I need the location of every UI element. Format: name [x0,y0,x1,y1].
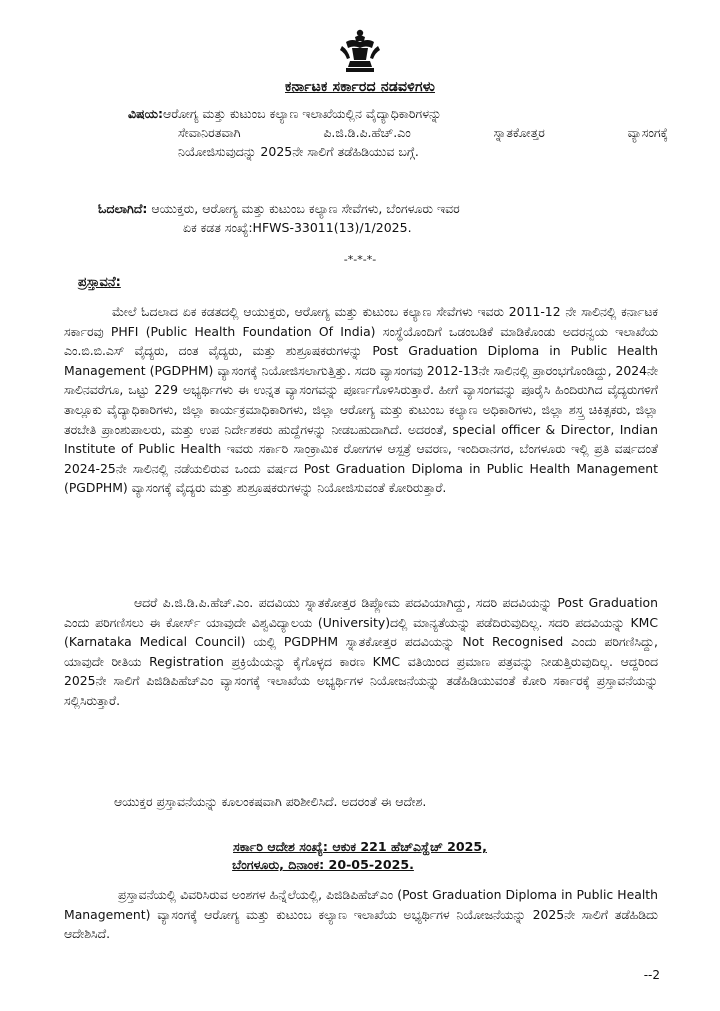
subject-line-2 [128,123,668,142]
preamble-title: ಪ್ರಸ್ತಾವನೆ: [78,275,121,290]
reference-line-2: ಏಕ ಕಡತ ಸಂಖ್ಯೆ:HFWS-33011(13)/1/2025. [183,220,412,235]
gandaberunda-emblem-icon [338,28,382,74]
subject-line-3: ನಿಯೋಜಿಸುವುದನ್ನು 2025ನೇ ಸಾಲಿಗೆ ತಡೆಹಿಡಿಯುವ ಬಗ್ಗೆ. [178,144,419,159]
document-header-title: ಕರ್ನಾಟಕ ಸರ್ಕಾರದ ನಡವಳಿಗಳು [285,79,435,95]
page-number: --2 [643,968,660,982]
preamble-paragraph-2: ಆದರೆ ಪಿ.ಜಿ.ಡಿ.ಪಿ.ಹೆಚ್.ಎಂ. ಪದವಿಯು ಸ್ನಾತಕೋತ್ತರ ಡಿಪ್ಲೋಮ ಪದವಿಯಾಗಿದ್ದು, ಸದರಿ ಪದವಿಯನ್ನು Post Graduation ಎಂದು ಪರಿಗಣಿಸಲು ಈ ಕೋರ್ಸ್ ಯಾವುದೇ ವಿಶ್ವವಿದ್ಯಾಲಯ (University)ದಲ್ಲಿ ಮಾನ್ಯತೆಯನ್ನು ಪಡೆದಿರುವುದಿಲ್ಲ. ಸದರಿ ಪದವಿಯನ್ನು KMC (Karnataka Medical Council) ಯಲ್ಲಿ PGDPHM ಸ್ನಾತಕೋತ್ತರ ಪದವಿಯನ್ನು Not Recognised ಎಂದು ಪರಿಗಣಿಸಿದ್ದು, ಯಾವುದೇ ರೀತಿಯ Registration ಪ್ರಕ್ರಿಯೆಯನ್ನು ಕೈಗೊಳ್ಳದ ಕಾರಣ KMC ವತಿಯಿಂದ ಪ್ರಮಾಣ ಪತ್ರವನ್ನು ನೀಡುತ್ತಿರುವುದಿಲ್ಲ. ಆದ್ದರಿಂದ 2025ನೇ ಸಾಲಿಗೆ ಪಿಜಿಡಿಪಿಹೆಚ್ಎಂ ವ್ಯಾಸಂಗಕ್ಕೆ ಇಲಾಖೆಯ ಅಭ್ಯರ್ಥಿಗಳ ನಿಯೋಜನೆಯನ್ನು ತಡೆಹಿಡಿಯುವಂತೆ ಕೋರಿ ಸರ್ಕಾರಕ್ಕೆ ಪ್ರಸ್ತಾವನೆಯನ್ನು ಸಲ್ಲಿಸಿರುತ್ತಾರೆ. [64,595,658,708]
reference-section [98,199,658,237]
government-order-date: ಬೆಂಗಳೂರು, ದಿನಾಂಕ: 20-05-2025. [232,857,414,872]
subject-line-2-word: ಸೇವಾನಿರತವಾಗಿ [178,125,241,140]
reference-line-1: ಆಯುಕ್ತರು, ಆರೋಗ್ಯ ಮತ್ತು ಕುಟುಂಬ ಕಲ್ಯಾಣ ಸೇವೆಗಳು, ಬೆಂಗಳೂರು ಇವರ [151,201,460,216]
subject-line-2-word: ಪಿ.ಜಿ.ಡಿ.ಪಿ.ಹೆಚ್.ಎಂ [323,125,411,140]
subject-line-2-word: ವ್ಯಾಸಂಗಕ್ಕೆ [627,125,668,140]
order-paragraph: ಪ್ರಸ್ತಾವನೆಯಲ್ಲಿ ವಿವರಿಸಿರುವ ಅಂಶಗಳ ಹಿನ್ನೆಲೆಯಲ್ಲಿ, ಪಿಜಿಡಿಪಿಹೆಚ್ಎಂ (Post Graduation Diploma in Public Health Management) ವ್ಯಾಸಂಗಕ್ಕೆ ಆರೋಗ್ಯ ಮತ್ತು ಕುಟುಂಬ ಕಲ್ಯಾಣ ಇಲಾಖೆಯ ಅಭ್ಯರ್ಥಿಗಳ ನಿಯೋಜನೆಯನ್ನು 2025ನೇ ಸಾಲಿಗೆ ತಡೆಹಿಡಿದು ಆದೇಶಿಸಿದೆ. [64,887,658,942]
subject-section [128,104,668,161]
government-order-number: ಸರ್ಕಾರಿ ಆದೇಶ ಸಂಖ್ಯೆ: ಆಕುಕ 221 ಹೆಚ್ಎಸ್ಹೆಚ್ 2025, [233,839,487,854]
subject-label: ವಿಷಯ: [128,106,163,121]
section-separator: -*-*-*- [343,253,377,266]
preamble-paragraph-3: ಆಯುಕ್ತರ ಪ್ರಸ್ತಾವನೆಯನ್ನು ಕೂಲಂಕಷವಾಗಿ ಪರಿಶೀಲಿಸಿದೆ. ಅದರಂತೆ ಈ ಆದೇಶ. [114,794,427,809]
subject-line-1: ಆರೋಗ್ಯ ಮತ್ತು ಕುಟುಂಬ ಕಲ್ಯಾಣ ಇಲಾಖೆಯಲ್ಲಿನ ವೈದ್ಯಾಧಿಕಾರಿಗಳನ್ನು [162,106,442,121]
subject-line-2-word: ಸ್ನಾತಕೋತ್ತರ [493,125,545,140]
preamble-paragraph-1: ಮೇಲೆ ಓದಲಾದ ಏಕ ಕಡತದಲ್ಲಿ ಆಯುಕ್ತರು, ಆರೋಗ್ಯ ಮತ್ತು ಕುಟುಂಬ ಕಲ್ಯಾಣ ಸೇವೆಗಳು ಇವರು 2011-12 ನೇ ಸಾಲಿನಲ್ಲಿ ಕರ್ನಾಟಕ ಸರ್ಕಾರವು PHFI (Public Health Foundation Of India) ಸಂಸ್ಥೆಯೊಂದಿಗೆ ಒಡಂಬಡಿಕೆ ಮಾಡಿಕೊಂಡು ಅದರನ್ವಯ ಇಲಾಖೆಯ ಎಂ.ಬಿ.ಬಿ.ಎಸ್ ವೈದ್ಯರು, ದಂತ ವೈದ್ಯರು, ಮತ್ತು ಶುಶ್ರೂಷಕರುಗಳನ್ನು Post Graduation Diploma in Public Health Management (PGDPHM) ವ್ಯಾಸಂಗಕ್ಕೆ ನಿಯೋಜಿಸಲಾಗುತ್ತಿತ್ತು. ಸದರಿ ವ್ಯಾಸಂಗವು 2012-13ನೇ ಸಾಲಿನಲ್ಲಿ ಪ್ರಾರಂಭಗೊಂಡಿದ್ದು, 2024ನೇ ಸಾಲಿನವರೆಗೂ, ಒಟ್ಟು 229 ಅಭ್ಯರ್ಥಿಗಳು ಈ ಉನ್ನತ ವ್ಯಾಸಂಗವನ್ನು ಪೂರ್ಣಗೊಳಿಸಿರುತ್ತಾರೆ. ಹೀಗೆ ವ್ಯಾಸಂಗವನ್ನು ಪೂರೈಸಿ ಹಿಂದಿರುಗಿದ ವೈದ್ಯರುಗಳಿಗೆ ತಾಲ್ಲೂಕು ವೈದ್ಯಾಧಿಕಾರಿಗಳು, ಜಿಲ್ಲಾ ಕಾರ್ಯಕ್ರಮಾಧಿಕಾರಿಗಳು, ಜಿಲ್ಲಾ ಆರೋಗ್ಯ ಮತ್ತು ಕುಟುಂಬ ಕಲ್ಯಾಣ ಅಧಿಕಾರಿಗಳು, ಜಿಲ್ಲಾ ಶಸ್ತ್ರ ಚಿಕಿತ್ಸಕರು, ಜಿಲ್ಲಾ ತರಬೇತಿ ಪ್ರಾಂಶುಪಾಲರು, ಮತ್ತು ಉಪ ನಿರ್ದೇಶಕರು ಹುದ್ದೆಗಳನ್ನು ನೀಡಬಹುದಾಗಿದೆ. ಅದರಂತೆ, special officer & Director, Indian Institute of Public Health ಇವರು ಸರ್ಕಾರಿ ಸಾಂಕ್ರಾಮಿಕ ರೋಗಗಳ ಆಸ್ಪತ್ರೆ ಆವರಣ, ಇಂದಿರಾನಗರ, ಬೆಂಗಳೂರು ಇಲ್ಲಿ ಪ್ರತಿ ವರ್ಷದಂತೆ 2024-25ನೇ ಸಾಲಿನಲ್ಲಿ ನಡೆಯಲಿರುವ ಒಂದು ವರ್ಷದ Post Graduation Diploma in Public Health Management (PGDPHM) ವ್ಯಾಸಂಗಕ್ಕೆ ವೈದ್ಯರು ಮತ್ತು ಶುಶ್ರೂಷಕರುಗಳನ್ನು ನಿಯೋಜಿಸುವಂತೆ ಕೋರಿರುತ್ತಾರೆ. [64,304,658,496]
reference-label: ಓದಲಾಗಿದೆ: [98,201,148,216]
